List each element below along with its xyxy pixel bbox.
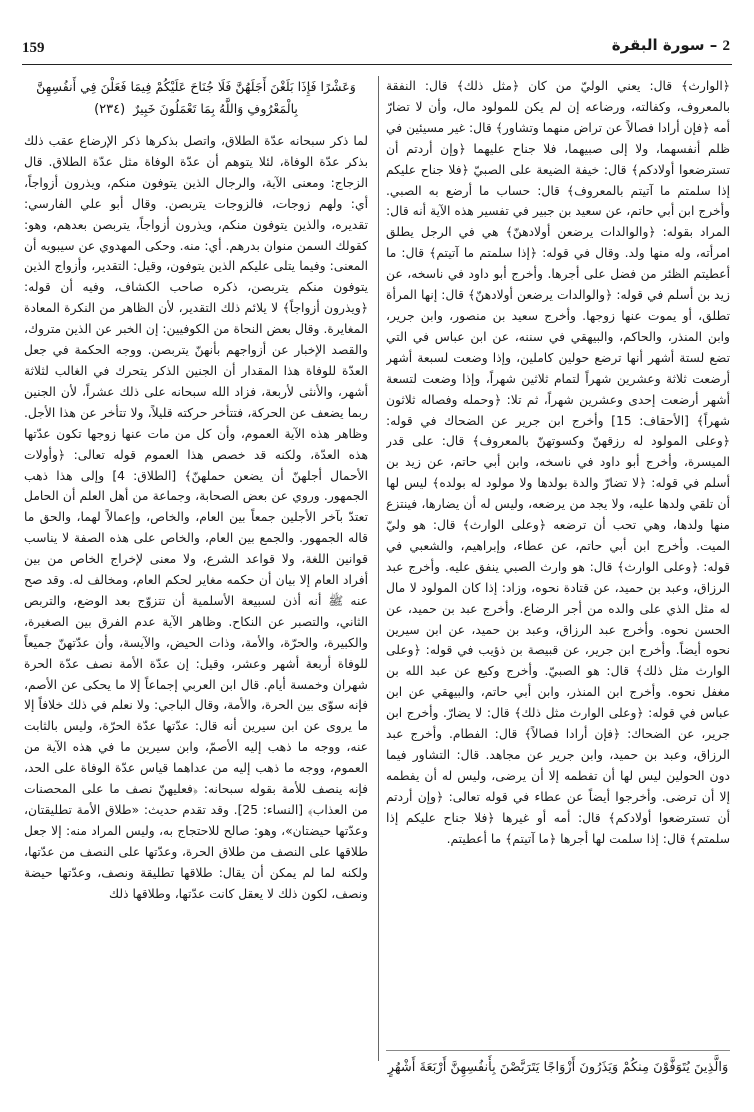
quran-verse-continuation [24,76,368,121]
right-column-text: ﴿الوارث﴾ قال: يعني الوليّ من كان ﴿مثل ذلك﴾ قال: النفقة بالمعروف، وكفالته، ورضاعه إن لم يكن للمولود مال، وأن لا تضارّ أمه ﴿فإن أرادا فصالاً عن تراض منهما وتشاور﴾ قال: غير مسيئين في ظلم أنفسهما، ولا إلى صبيهما، فلا جناح عليهما ﴿وإن أردتم أن تسترضعوا أولادكم﴾ قال: خيفة الضيعة على الصبيّ ﴿فلا جناح عليكم إذا سلمتم ما آتيتم بالمعروف﴾ قال: حساب ما أرضع به الصبي. وأخرج ابن أبي حاتم، عن سعيد بن جبير في تفسير هذه الآية أنه قال: المراد بقوله: ﴿والوالدات يرضعن أولادهنّ﴾ هي في الرجل يطلق امرأته، وله منها ولد. وقال في قوله: ﴿إذا سلمتم ما آتيتم﴾ قال: ما أعطيتم الظئر من فضل على أجرها. وأخرج أبو داود في ناسخه، عن زيد بن أسلم في قوله: ﴿والوالدات يرضعن أولادهنّ﴾ قال: إنها المرأة تطلق، أو يموت عنها زوجها. وأخرج سعيد بن منصور، وابن جرير، وابن المنذر، والحاكم، والبيهقي في سننه، عن ابن عباس في التي تضع لستة أشهر أنها ترضع حولين كاملين، وإذا وضعت لسبعة أشهر أرضعت ثلاثة وعشرين شهراً لتمام ثلاثين شهراً، وإذا وضعت لتسعة أشهر أرضعت إحدى وعشرين شهراً، ثم تلا: ﴿وحمله وفصاله ثلاثون شهراً﴾ [الأحقاف: 15] وأخرج ابن جرير عن الضحاك في قوله: ﴿وعلى المولود له رزقهنّ وكسوتهنّ بالمعروف﴾ قال: على قدر الميسرة، وأخرج أبو داود في ناسخه، وابن أبي حاتم، عن زيد بن أسلم في قوله: ﴿لا تضارّ والدة بولدها ولا مولود له بولده﴾ ليس لها أن تلقي ولدها عليه، ولا يجد من يرضعه، وليس له أن يضارها، فينتزع منها ولدها، وهي تحب أن ترضعه ﴿وعلى الوارث﴾ قال: هو وليّ الميت. وأخرج ابن أبي حاتم، عن عطاء، وإبراهيم، والشعبي في قوله: ﴿وعلى الوارث﴾ قال: هو وارث الصبي ينفق عليه. وأخرج عبد الرزاق، وعبد بن حميد، عن قتادة نحوه، وزاد: إذا كان المولود لا مال له مثل الذي على والده من أجر الرضاع. وأخرج عبد بن حميد، عن الحسن نحوه. وأخرج عبد الرزاق، وعبد بن حميد، عن ابن سيرين نحوه أيضاً. وأخرج ابن جرير، عن قبيصة بن ذؤيب في قوله: ﴿وعلى الوارث مثل ذلك﴾ قال: هو الصبيّ. وأخرج وكيع عن عبد الله بن مغفل نحوه. وأخرج ابن المنذر، وابن أبي حاتم، والبيهقي عن ابن عباس في قوله: ﴿وعلى الوارث مثل ذلك﴾ قال: لا يضارّ. وأخرج ابن جرير، عن الضحاك: ﴿فإن أرادا فصالاً﴾ قال: الفطام. وأخرج عبد الرزاق، وعبد بن حميد، وابن جرير عن مجاهد. قال: التشاور فيما دون الحولين ليس لها أن تفطمه إلا أن يرضى، وليس له أن يفطمه إلا أن ترضى. وأخرجوا أيضاً عن عطاء في قوله تعالى: ﴿وإن أردتم أن تسترضعوا أولادكم﴾ قال: أمه أو غيرها ﴿فلا جناح عليكم إذا سلمتم﴾ قال: إذا سلمت لها أجرها ﴿ما آتيتم﴾ ما أعطيتم. [386,79,730,846]
column-divider [378,76,379,1061]
right-column [386,76,730,1046]
running-head [612,36,730,55]
left-column [24,76,368,1076]
verse-number-marker: (٢٣٤) [94,102,126,117]
page-number: 159 [22,40,45,56]
header-rule [22,64,732,65]
header-separator: – [709,36,718,54]
surah-title: سورة البقرة [611,36,705,54]
left-column-text: لما ذكر سبحانه عدّة الطلاق، واتصل بذكرها ذكر الإرضاع عقب ذلك بذكر عدّة الوفاة، لئلا يتوهم أن عدّة الوفاة مثل عدّة الطلاق. قال الزجاج: ومعنى الآية، والرجال الذين يتوفون منكم، ويذرون أزواجاً، أي: ولهم زوجات، فالزوجات يتربصن. وقال أبو علي الفارسي: تقديره، والذين يتوفون منكم، ويذرون أزواجاً، يتربصن بعدهم، وهو: كقولك السمن منوان بدرهم. أي: منه. وحكى المهدوي عن سيبويه أن المعنى: وفيما يتلى عليكم الذين يتوفون، وقيل: التقدير، وأزواج الذين يتوفون منكم يتربصن، ذكره صاحب الكشاف، وفيه أن قوله: ﴿ويذرون أزواجاً﴾ لا يلائم ذلك التقدير، لأن الظاهر من النكرة المعادة المغايرة. وقال بعض النحاة من الكوفيين: إن الخبر عن الذين متروك، والقصد الإخبار عن أزواجهم بأنهنّ يتربصن. ووجه الحكمة في جعل العدّة للوفاة هذا المقدار أن الجنين الذكر يتحرك في الغالب لثلاثة أشهر، والأنثى لأربعة، فزاد الله سبحانه على ذلك عشراً، لأن الجنين ربما يضعف عن الحركة، فتتأخر حركته قليلاً، ولا تتأخر عن هذا الأجل. وظاهر هذه الآية العموم، وأن كل من مات عنها زوجها تكون عدّتها هذه العدّة، ولكنه قد خصص هذا العموم قوله تعالى: ﴿وأولات الأحمال أجلهنّ أن يضعن حملهنّ﴾ [الطلاق: 4] وإلى هذا ذهب الجمهور. وروي عن بعض الصحابة، وجماعة من أهل العلم أن الحامل تعتدّ بآخر الأجلين جمعاً بين العام، والخاص، وإعمالاً لهما، والحق ما قاله الجمهور. والجمع بين العام، والخاص على هذه الصفة لا يناسب قوانين اللغة، ولا قواعد الشرع، ولا معنى لإخراج الخاص من بين أفراد العام إلا بيان أن حكمه مغاير لحكم العام، ومخالف له. وقد صح عنه ﷺ أنه أذن لسبيعة الأسلمية أن تتزوّج بعد الوضع، والتربص الثاني، والتصبر عن النكاح. وظاهر الآية عدم الفرق بين الصغيرة، والكبيرة، والحرّة، والأمة، وذات الحيض، والآيسة، وأن عدّتهنّ جميعاً للوفاة أربعة أشهر وعشر، وقيل: إن عدّة الأمة نصف عدّة الحرة شهران وخمسة أيام. قال ابن العربي إجماعاً إلا ما يحكى عن الأصم، فإنه سوّى بين الحرة، والأمة، وقال الباجي: ولا نعلم في ذلك خلافاً إلا ما يروى عن ابن سيرين أنه قال: عدّتها عدّة الحرّة، وليس بالثابت عنه، ووجه ما ذهب إليه الأصمّ، وابن سيرين ما في هذه الآية من العموم، ووجه ما ذهب إليه من عداهما قياس عدّة الوفاة على الحد، فإنه ينصف للأمة بقوله سبحانه: ﴿فعليهنّ نصف ما على المحصنات من العذاب﴾ [النساء: 25]. وقد تقدم حديث: «طلاق الأمة تطليقتان، وعدّتها حيضتان»، وهو: صالح للاحتجاج به، وليس المراد منه: إلا جعل طلاقها على النصف من طلاق الحرة، وعدّتها على النصف من عدّتها، ولكنه لما لم يمكن أن يقال: طلاقها تطليقة ونصف، وعدّتها حيضة ونصف، لكون ذلك لا يعقل كانت عدّتها، وطلاقها ذلك [24,134,368,901]
verse-text: وَعَشْرًا فَإِذَا بَلَغْنَ أَجَلَهُنَّ فَلَا جُنَاحَ عَلَيْكُمْ فِيمَا فَعَلْنَ فِي أَنفُسِهِنَّ بِالْمَعْرُوفِ وَاللَّهُ بِمَا تَعْمَلُونَ خَبِيرٌ [36,79,356,116]
volume-number: 2 [722,38,730,54]
quran-verse-footer: وَالَّذِينَ يُتَوَفَّوْنَ مِنكُمْ وَيَذَرُونَ أَزْوَاجًا يَتَرَبَّصْنَ بِأَنفُسِهِنَّ أَرْبَعَةَ أَشْهُرٍ [386,1050,730,1079]
